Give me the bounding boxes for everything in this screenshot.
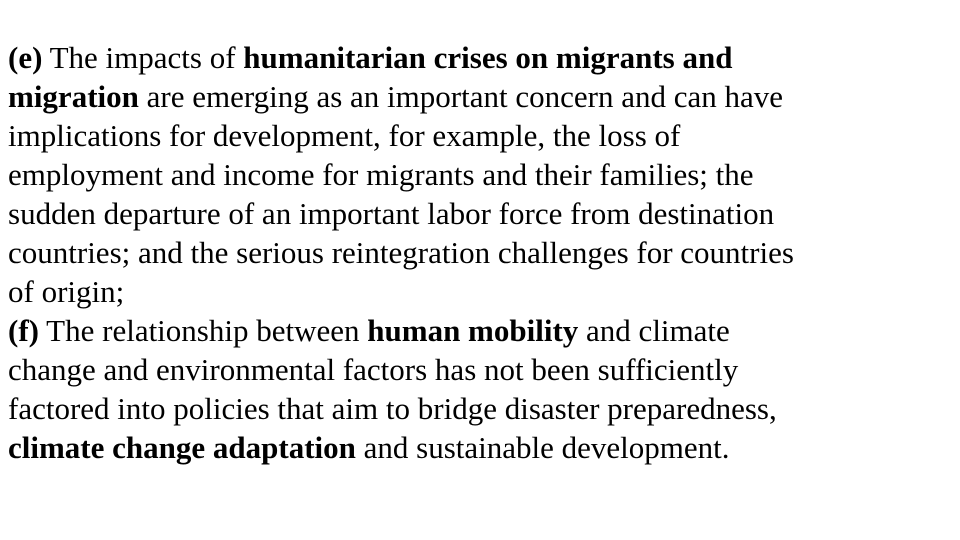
paragraph-f-line-4: [8, 428, 953, 467]
paragraph-f-marker: (f): [8, 313, 39, 348]
paragraph-f-text: The relationship between: [38, 313, 368, 348]
paragraph-e-line-5: sudden departure of an important labor force from destination: [8, 196, 775, 231]
paragraph-f-line-1: [8, 311, 953, 350]
paragraph-f-text: and sustainable development.: [355, 430, 730, 465]
paragraph-f-text: and climate: [578, 313, 730, 348]
paragraph-e-line-6: countries; and the serious reintegration challenges for countries: [8, 235, 794, 270]
paragraph-f-line-3: factored into policies that aim to bridge disaster preparedness,: [8, 391, 777, 426]
paragraph-e-line-3: implications for development, for example, the loss of: [8, 118, 681, 153]
paragraph-e-marker: (e): [8, 40, 43, 75]
paragraph-e-line-7: of origin;: [8, 274, 125, 309]
paragraph-e-text: The impacts of: [42, 40, 244, 75]
emphasis-human-mobility: human mobility: [367, 313, 579, 348]
emphasis-migration: migration: [8, 79, 139, 114]
paragraph-e: [8, 38, 953, 311]
paragraph-e-line-4: employment and income for migrants and their families; the: [8, 157, 754, 192]
paragraph-f-line-2: change and environmental factors has not been sufficiently: [8, 352, 739, 387]
emphasis-climate-change-adaptation: climate change adaptation: [8, 430, 356, 465]
paragraph-e-line-2: [8, 77, 953, 116]
paragraph-f: [8, 311, 953, 467]
paragraph-e-text: are emerging as an important concern and can have: [138, 79, 783, 114]
slide-body-text: [8, 38, 953, 467]
paragraph-e-line-1: [8, 38, 953, 77]
emphasis-humanitarian-crises: humanitarian crises on migrants and: [243, 40, 733, 75]
